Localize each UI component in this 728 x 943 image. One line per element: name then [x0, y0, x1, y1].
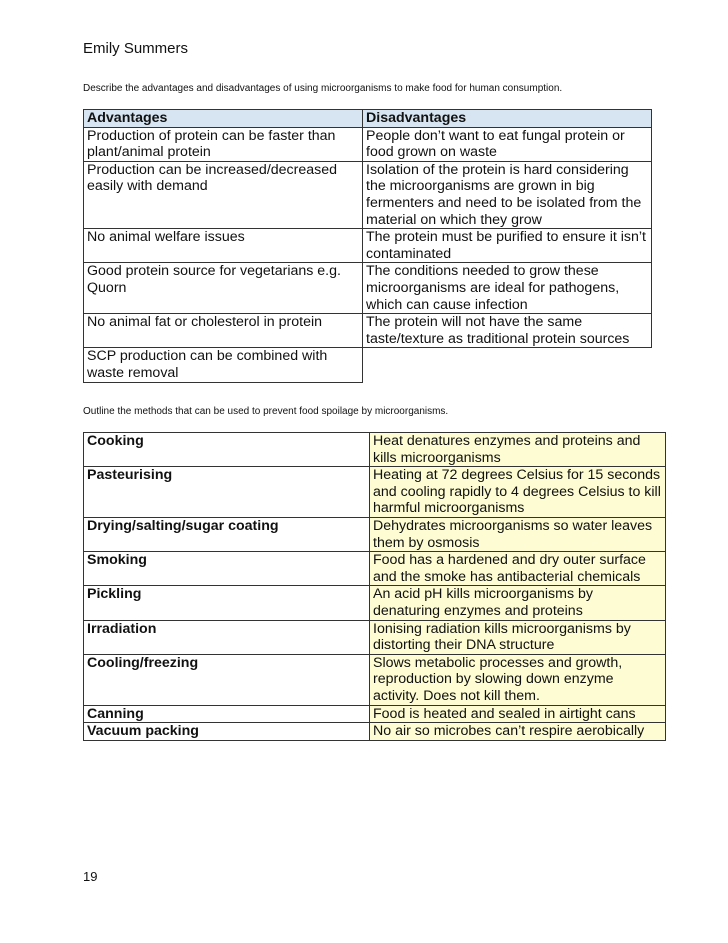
- header-advantages: Advantages: [84, 110, 363, 128]
- table-row: [84, 620, 666, 654]
- method-cell: Smoking: [84, 552, 370, 586]
- disadvantage-cell: The protein must be purified to ensure it isn’t contaminated: [363, 229, 652, 263]
- disadvantage-cell: Isolation of the protein is hard considering the microorganisms are grown in big fermenters and need to be isolated from the material on which they grow: [363, 161, 652, 228]
- description-cell: Food is heated and sealed in airtight cans: [370, 705, 666, 723]
- table-row: [84, 348, 652, 382]
- method-cell: Pasteurising: [84, 467, 370, 518]
- description-cell: No air so microbes can’t respire aerobically: [370, 723, 666, 741]
- description-cell: Heating at 72 degrees Celsius for 15 seconds and cooling rapidly to 4 degrees Celsius to kill harmful microorganisms: [370, 467, 666, 518]
- advantage-cell: Production can be increased/decreased easily with demand: [84, 161, 363, 228]
- advantage-cell: No animal welfare issues: [84, 229, 363, 263]
- table-row: [84, 229, 652, 263]
- table-row: [84, 723, 666, 741]
- table-row: [84, 314, 652, 348]
- method-cell: Irradiation: [84, 620, 370, 654]
- method-cell: Canning: [84, 705, 370, 723]
- table-row: [84, 705, 666, 723]
- food-spoilage-methods-table: [83, 432, 666, 741]
- empty-cell: [363, 348, 652, 382]
- page-number: 19: [83, 869, 98, 884]
- question-2: Outline the methods that can be used to prevent food spoilage by microorganisms.: [83, 406, 449, 417]
- table-row: [84, 586, 666, 620]
- table-row: [84, 161, 652, 228]
- header-disadvantages: Disadvantages: [363, 110, 652, 128]
- disadvantage-cell: The protein will not have the same taste/texture as traditional protein sources: [363, 314, 652, 348]
- disadvantage-cell: People don’t want to eat fungal protein or food grown on waste: [363, 127, 652, 161]
- advantage-cell: Production of protein can be faster than plant/animal protein: [84, 127, 363, 161]
- author-name: Emily Summers: [83, 40, 189, 57]
- table-row: [84, 654, 666, 705]
- table-row: [84, 517, 666, 551]
- method-cell: Cooling/freezing: [84, 654, 370, 705]
- question-1: Describe the advantages and disadvantages of using microorganisms to make food for human consumption.: [83, 83, 563, 94]
- description-cell: Food has a hardened and dry outer surface and the smoke has antibacterial chemicals: [370, 552, 666, 586]
- description-cell: Dehydrates microorganisms so water leaves them by osmosis: [370, 517, 666, 551]
- description-cell: Slows metabolic processes and growth, reproduction by slowing down enzyme activity. Does not kill them.: [370, 654, 666, 705]
- table-row: [84, 127, 652, 161]
- table-row: [84, 433, 666, 467]
- method-cell: Pickling: [84, 586, 370, 620]
- advantage-cell: SCP production can be combined with waste removal: [84, 348, 363, 382]
- description-cell: Ionising radiation kills microorganisms by distorting their DNA structure: [370, 620, 666, 654]
- description-cell: Heat denatures enzymes and proteins and kills microorganisms: [370, 433, 666, 467]
- method-cell: Cooking: [84, 433, 370, 467]
- table-row: [84, 467, 666, 518]
- table-row: [84, 263, 652, 314]
- table-row: [84, 552, 666, 586]
- disadvantage-cell: The conditions needed to grow these microorganisms are ideal for pathogens, which can cause infection: [363, 263, 652, 314]
- advantage-cell: No animal fat or cholesterol in protein: [84, 314, 363, 348]
- description-cell: An acid pH kills microorganisms by denaturing enzymes and proteins: [370, 586, 666, 620]
- advantages-disadvantages-table: [83, 109, 652, 383]
- table-header-row: [84, 110, 652, 128]
- advantage-cell: Good protein source for vegetarians e.g. Quorn: [84, 263, 363, 314]
- method-cell: Drying/salting/sugar coating: [84, 517, 370, 551]
- method-cell: Vacuum packing: [84, 723, 370, 741]
